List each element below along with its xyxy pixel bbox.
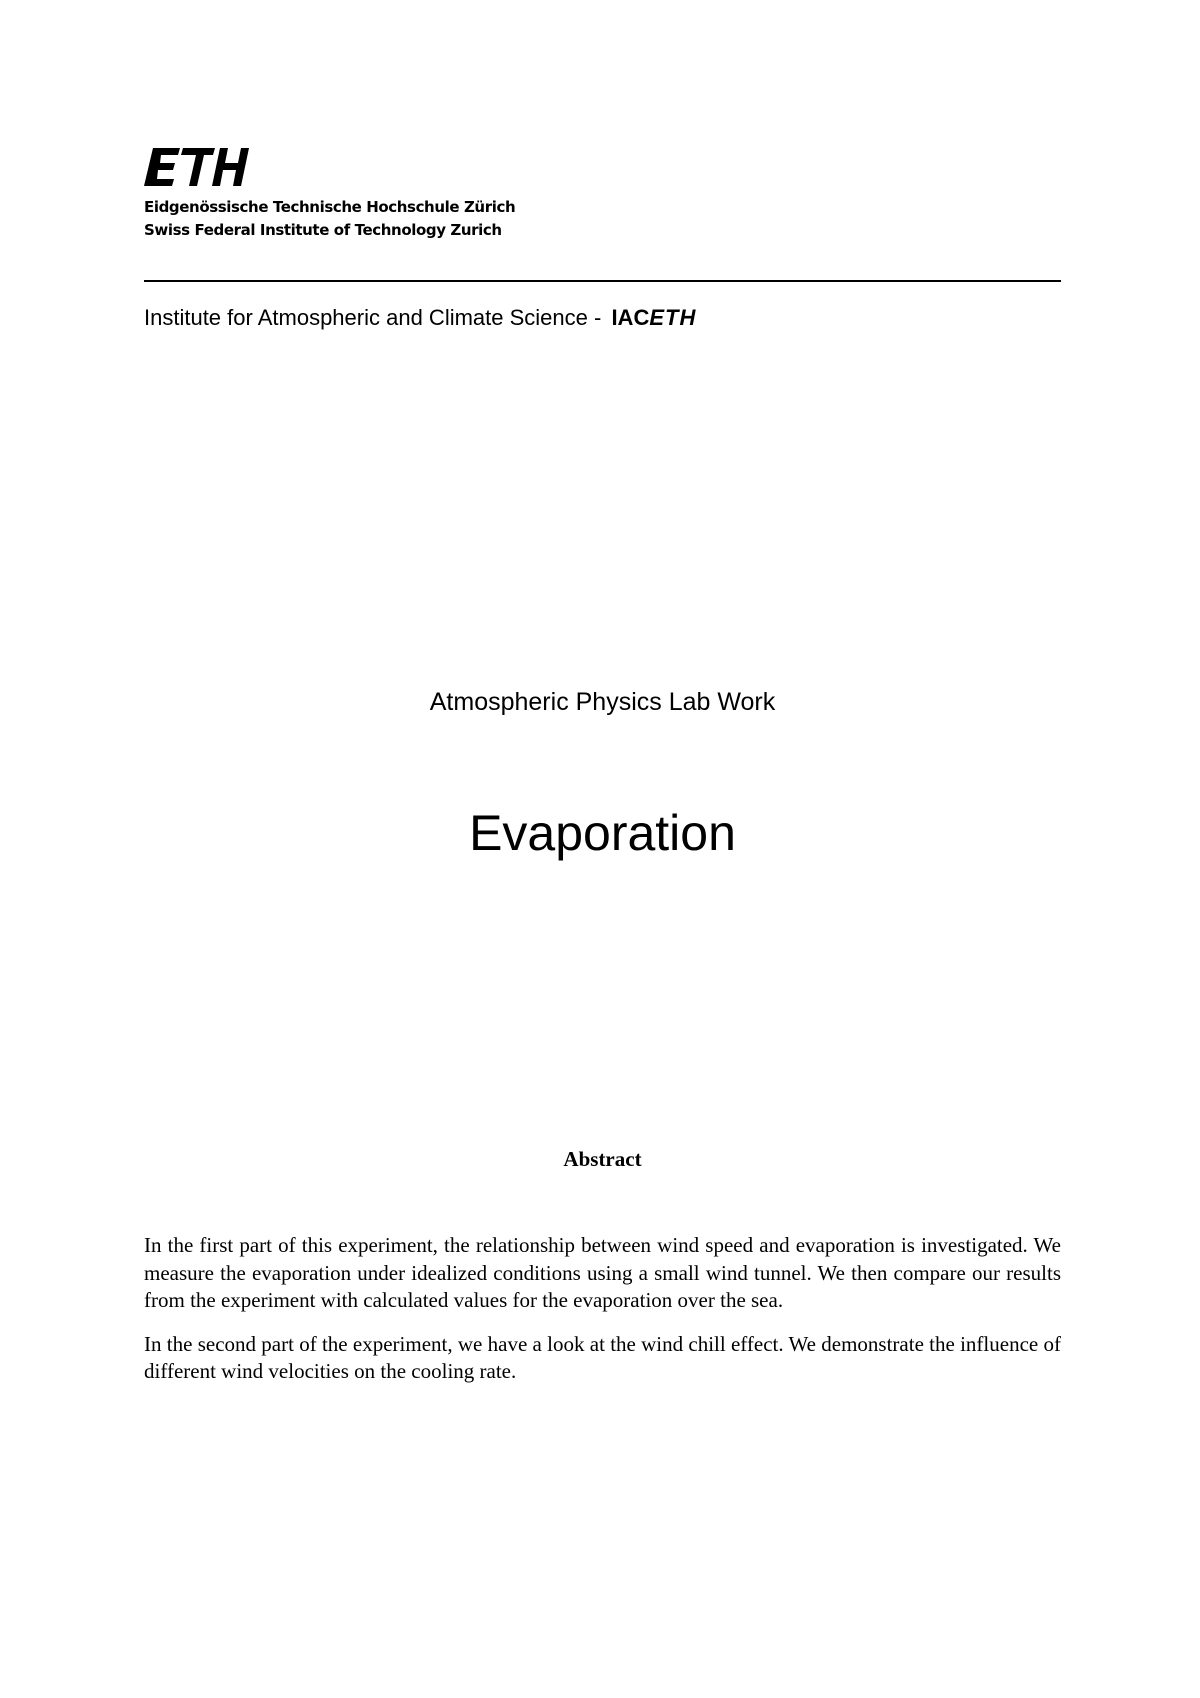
eth-logo-icon	[144, 148, 252, 186]
institute-line	[144, 304, 696, 332]
institute-abbr-eth: ETH	[649, 305, 697, 330]
university-name-german: Eidgenössische Technische Hochschule Zürich	[144, 198, 516, 216]
institute-abbr-iac: IAC	[611, 305, 650, 330]
document-title: Evaporation	[469, 805, 736, 861]
header-divider	[144, 280, 1061, 282]
abstract-body	[144, 1232, 1061, 1386]
university-name-english: Swiss Federal Institute of Technology Zurich	[144, 221, 502, 239]
abstract-paragraph: In the first part of this experiment, the relationship between wind speed and evaporation is investigated. We measure the evaporation under idealized conditions using a small wind tunnel. We then compare our results from the experiment with calculated values for the evaporation over the sea.	[144, 1233, 1061, 1312]
institute-name: Institute for Atmospheric and Climate Science -	[144, 305, 608, 330]
eth-logo-block	[144, 148, 564, 242]
abstract-paragraph: In the second part of the experiment, we have a look at the wind chill effect. We demonstrate the influence of different wind velocities on the cooling rate.	[144, 1331, 1061, 1383]
course-name: Atmospheric Physics Lab Work	[429, 688, 776, 716]
abstract-heading: Abstract	[563, 1147, 642, 1171]
